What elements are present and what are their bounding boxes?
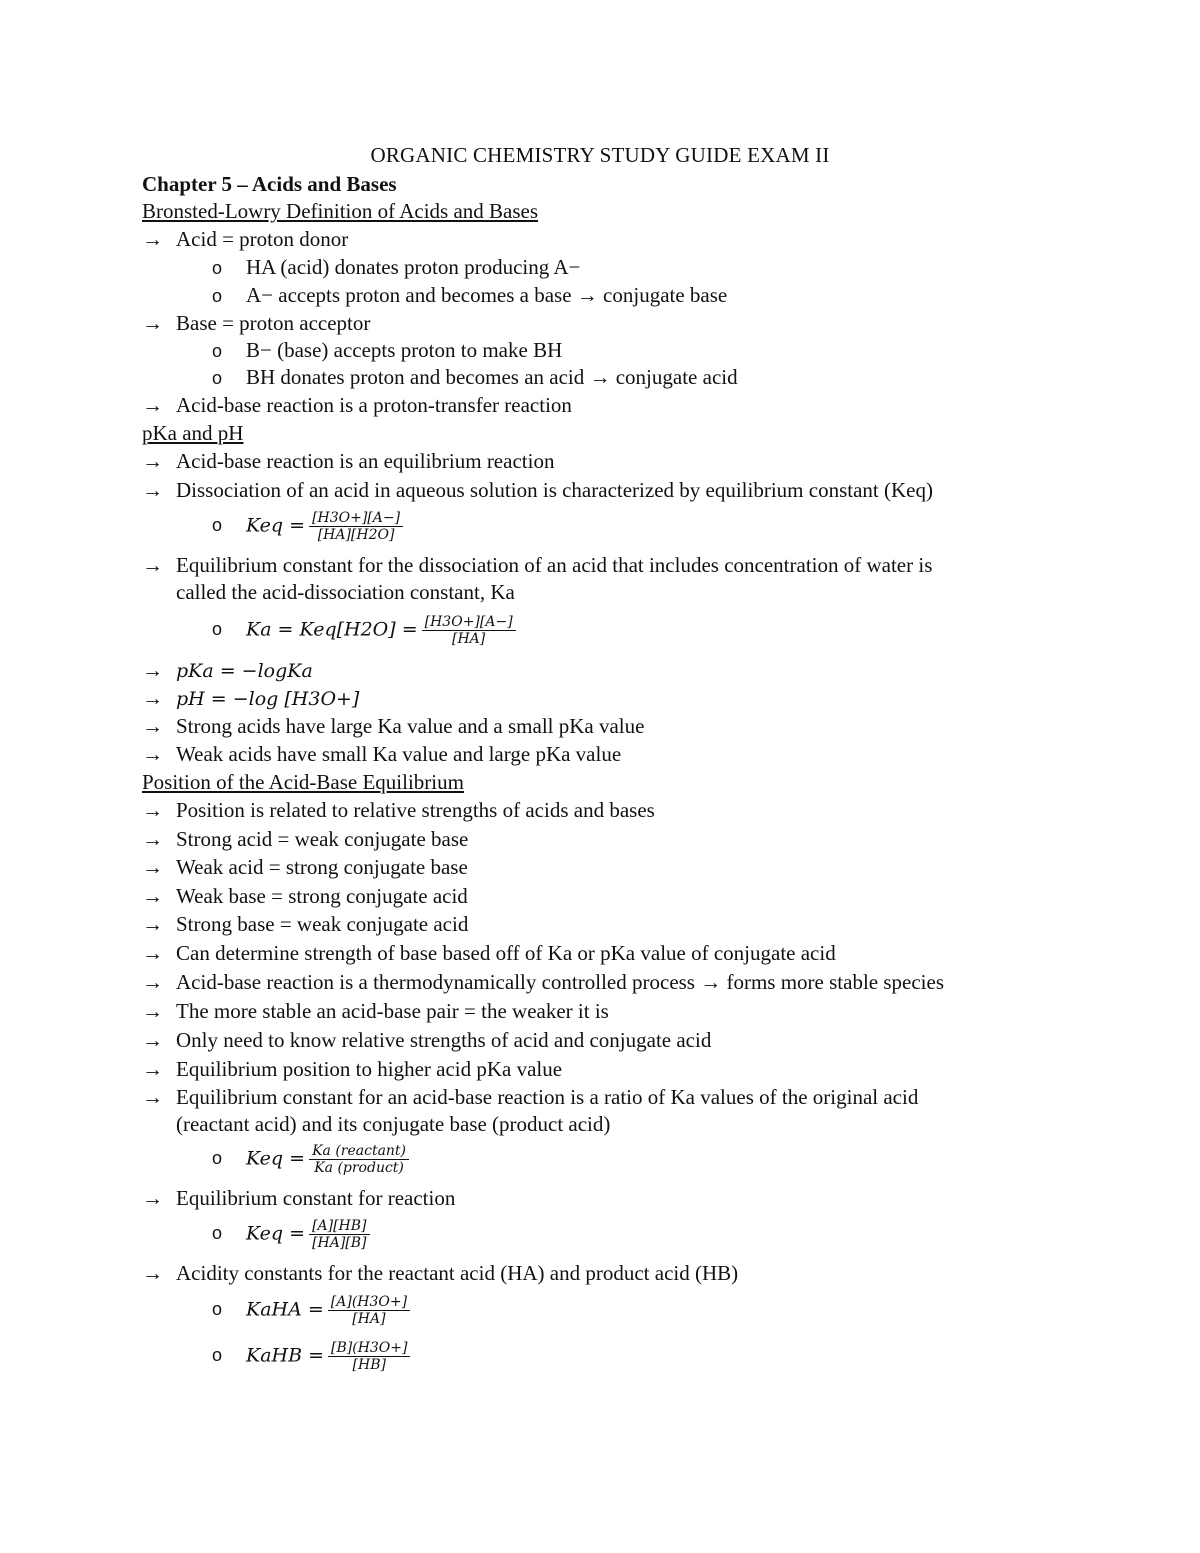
line-text: Weak acid = strong conjugate base	[176, 855, 468, 879]
line-text: Acid-base reaction is an equilibrium reaction	[176, 449, 555, 473]
line-text: Acid = proton donor	[176, 227, 349, 251]
section-heading-bronsted: Bronsted-Lowry Definition of Acids and Bases	[142, 199, 539, 223]
bullet-line	[142, 309, 370, 337]
fraction	[328, 1294, 410, 1327]
page-title: ORGANIC CHEMISTRY STUDY GUIDE EXAM II	[370, 143, 830, 167]
bullet-line	[142, 1083, 918, 1111]
bullet-line	[142, 740, 621, 768]
line-text: A− accepts proton and becomes a base → conjugate base	[246, 283, 728, 307]
bullet-line	[142, 882, 468, 910]
line-text: Strong acids have large Ka value and a small pKa value	[176, 714, 645, 738]
fraction-numerator: [H3O+][A−]	[309, 510, 403, 527]
line-text: Acidity constants for the reactant acid (HA) and product acid (HB)	[176, 1261, 739, 1285]
formula-ph: pH = −log [H3O+]	[176, 688, 360, 710]
formula-pka: pKa = −logKa	[176, 660, 313, 682]
arrow-icon: →	[142, 999, 163, 1023]
bullet-line	[142, 910, 468, 938]
arrow-icon: →	[142, 686, 163, 710]
arrow-icon: →	[142, 311, 163, 335]
line-text: Acid-base reaction is a thermodynamically controlled process → forms more stable species	[176, 970, 944, 994]
bullet-icon: o	[212, 619, 223, 640]
line-text: Strong acid = weak conjugate base	[176, 827, 469, 851]
arrow-icon: →	[142, 1261, 163, 1285]
chapter-heading: Chapter 5 – Acids and Bases	[142, 172, 397, 196]
bullet-line	[142, 1026, 711, 1054]
line-text: Only need to know relative strengths of acid and conjugate acid	[176, 1028, 712, 1052]
bullet-icon: o	[212, 515, 223, 536]
arrow-icon: →	[142, 478, 163, 502]
equation-keq-reaction	[212, 1218, 374, 1251]
line-text: Position is related to relative strengths of acids and bases	[176, 798, 655, 822]
section-heading-pka: pKa and pH	[142, 421, 244, 445]
bullet-line	[142, 684, 359, 713]
fraction-denominator: [HA]	[452, 631, 486, 647]
fraction	[309, 1143, 409, 1176]
bullet-line	[142, 656, 313, 685]
bullet-line	[142, 476, 933, 504]
bullet-line	[142, 1055, 562, 1083]
arrow-icon: →	[142, 393, 163, 417]
arrow-icon: →	[142, 1085, 163, 1109]
fraction-denominator: Ka (product)	[314, 1160, 404, 1176]
bullet-line	[142, 447, 554, 475]
line-text: Can determine strength of base based off of Ka or pKa value of conjugate acid	[176, 941, 836, 965]
sub-bullet-line	[212, 336, 562, 365]
sub-bullet-line	[212, 363, 738, 392]
bullet-line	[142, 225, 348, 253]
equation-lhs: KaHA =	[246, 1298, 324, 1321]
bullet-icon: o	[212, 1345, 223, 1366]
continuation-line: (reactant acid) and its conjugate base (product acid)	[176, 1112, 611, 1136]
line-text: Strong base = weak conjugate acid	[176, 912, 469, 936]
fraction	[328, 1340, 410, 1373]
sub-bullet-line	[212, 253, 580, 282]
line-text: The more stable an acid-base pair = the weaker it is	[176, 999, 609, 1023]
bullet-line	[142, 997, 609, 1025]
arrow-icon: →	[142, 884, 163, 908]
bullet-line	[142, 939, 836, 967]
equation-ka-ha	[212, 1294, 414, 1327]
equation-lhs: Keq =	[246, 1222, 306, 1245]
bullet-icon: o	[212, 368, 223, 388]
arrow-icon: →	[142, 1057, 163, 1081]
section-heading-position: Position of the Acid-Base Equilibrium	[142, 770, 464, 794]
equation-lhs: Ka = Keq[H2O] =	[246, 618, 418, 641]
arrow-icon: →	[142, 227, 163, 251]
line-text: B− (base) accepts proton to make BH	[246, 338, 563, 362]
bullet-line	[142, 1184, 455, 1212]
equation-keq-ratio	[212, 1143, 413, 1176]
fraction-numerator: [H3O+][A−]	[422, 614, 516, 631]
bullet-line	[142, 796, 655, 824]
line-text: BH donates proton and becomes an acid → conjugate acid	[246, 365, 738, 389]
bullet-icon: o	[212, 1299, 223, 1320]
arrow-icon: →	[142, 1028, 163, 1052]
equation-keq	[212, 510, 407, 543]
bullet-icon: o	[212, 341, 223, 361]
fraction-denominator: [HA][B]	[312, 1235, 367, 1251]
arrow-icon: →	[142, 553, 163, 577]
equation-lhs: KaHB =	[246, 1344, 325, 1367]
line-text: HA (acid) donates proton producing A−	[246, 255, 581, 279]
arrow-icon: →	[142, 855, 163, 879]
line-text: Base = proton acceptor	[176, 311, 371, 335]
arrow-icon: →	[142, 941, 163, 965]
fraction-numerator: [A](H3O+]	[328, 1294, 410, 1311]
fraction	[309, 1218, 369, 1251]
line-text: Dissociation of an acid in aqueous solution is characterized by equilibrium constant (Keq)	[176, 478, 933, 502]
bullet-line	[142, 825, 468, 853]
continuation-line: called the acid-dissociation constant, Ka	[176, 580, 515, 604]
line-text: Equilibrium position to higher acid pKa value	[176, 1057, 563, 1081]
fraction-denominator: [HA][H2O]	[317, 527, 395, 543]
arrow-icon: →	[142, 827, 163, 851]
line-text: Equilibrium constant for reaction	[176, 1186, 456, 1210]
bullet-line	[142, 968, 944, 996]
fraction-denominator: [HB]	[352, 1357, 386, 1373]
fraction	[309, 510, 403, 543]
arrow-icon: →	[142, 1186, 163, 1210]
bullet-line	[142, 391, 572, 419]
fraction-numerator: [B](H3O+]	[328, 1340, 410, 1357]
arrow-icon: →	[142, 658, 163, 682]
arrow-icon: →	[142, 742, 163, 766]
line-text: Weak acids have small Ka value and large pKa value	[176, 742, 622, 766]
arrow-icon: →	[142, 970, 163, 994]
bullet-icon: o	[212, 1223, 223, 1244]
line-text: Equilibrium constant for the dissociation of an acid that includes concentration of water is	[176, 553, 933, 577]
fraction-numerator: [A][HB]	[309, 1218, 369, 1235]
bullet-icon: o	[212, 258, 223, 278]
fraction	[422, 614, 516, 647]
fraction-denominator: [HA]	[352, 1311, 386, 1327]
arrow-icon: →	[142, 449, 163, 473]
bullet-line	[142, 853, 468, 881]
equation-lhs: Keq =	[246, 514, 306, 537]
bullet-line	[142, 1259, 738, 1287]
bullet-line	[142, 712, 644, 740]
arrow-icon: →	[142, 798, 163, 822]
line-text: Equilibrium constant for an acid-base reaction is a ratio of Ka values of the original acid	[176, 1085, 919, 1109]
sub-bullet-line	[212, 281, 727, 310]
bullet-icon: o	[212, 286, 223, 306]
equation-ka-hb	[212, 1340, 414, 1373]
line-text: Weak base = strong conjugate acid	[176, 884, 468, 908]
arrow-icon: →	[142, 912, 163, 936]
line-text: Acid-base reaction is a proton-transfer reaction	[176, 393, 572, 417]
arrow-icon: →	[142, 714, 163, 738]
bullet-icon: o	[212, 1148, 223, 1169]
fraction-numerator: Ka (reactant)	[309, 1143, 409, 1160]
equation-lhs: Keq =	[246, 1147, 306, 1170]
bullet-line	[142, 551, 932, 579]
equation-ka	[212, 614, 520, 647]
